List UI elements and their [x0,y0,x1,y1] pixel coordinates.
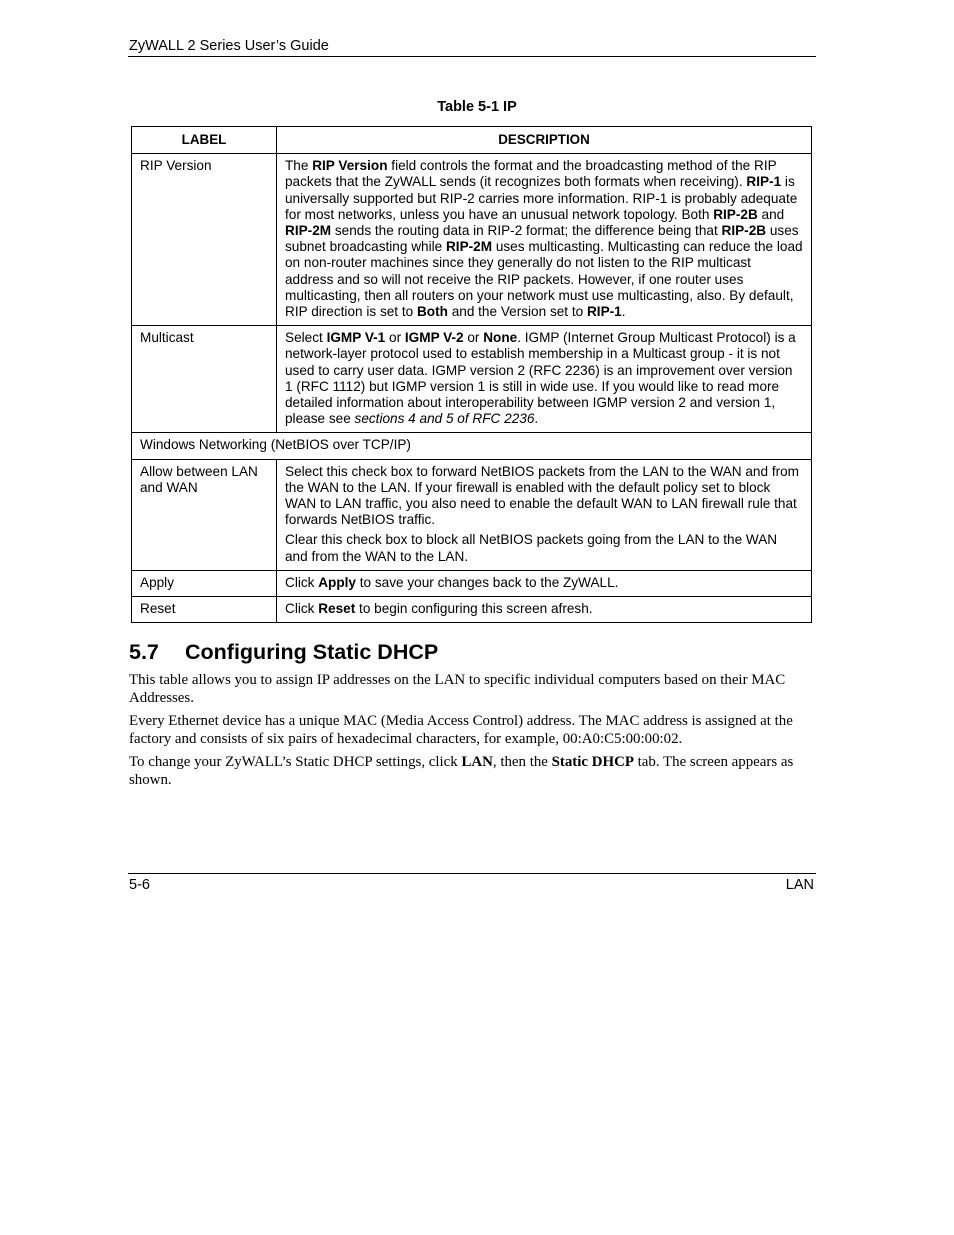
column-header-label: LABEL [132,127,277,154]
body-bold: LAN [461,754,493,770]
table-row [132,326,812,433]
description-bold: RIP-2B [721,223,767,239]
table-row [132,570,812,596]
section-heading [129,640,438,665]
description-bold: RIP Version [312,158,388,174]
description-bold: Apply [318,574,356,590]
description-paragraph: Select this check box to forward NetBIOS packets from the LAN to the WAN and from the WAN to the LAN. If your firewall is enabled with the default policy set to block WAN to LAN traffic, you also need to enable the default WAN to LAN firewall rule that forwards NetBIOS traffic. [285,463,800,528]
table-caption: Table 5-1 IP [437,99,517,115]
page-number: 5-6 [129,877,150,893]
ip-table [131,126,812,623]
table-cell-description [277,597,812,623]
table-header-row [132,127,812,154]
table-section-row-label: Windows Networking (NetBIOS over TCP/IP) [132,433,812,459]
table-cell-label: RIP Version [132,154,277,326]
section-body [129,671,819,794]
table-cell-label: Reset [132,597,277,623]
description-italic: sections 4 and 5 of RFC 2236 [354,411,535,427]
table-cell-description [277,326,812,433]
table-row [132,154,812,326]
body-paragraph: To change your ZyWALL’s Static DHCP settings, click LAN, then the Static DHCP tab. The screen appears as shown. [129,754,794,788]
table-cell-description [277,459,812,570]
footer-rule [128,873,816,874]
description-bold: RIP-1 [746,174,782,190]
description-bold: None [483,330,518,346]
description-paragraph: The RIP Version field controls the format and the broadcasting method of the RIP packets that the ZyWALL sends (it recognizes both formats when receiving). RIP-1 is universally supported but RIP-2 carries more information. RIP-1 is probably adequate for most networks, unless you have an unusual network topology. Both RIP-2B and RIP-2M sends the routing data in RIP-2 format; the difference being that RIP-2B uses subnet broadcasting while RIP-2M uses multicasting. Multicasting can reduce the load on non-router machines since they generally do not listen to the RIP multicast address and so will not receive the RIP packets. However, if one router uses multicasting, then all routers on your network must use multicasting, also. By default, RIP direction is set to Both and the Version set to RIP-1. [285,158,803,320]
section-number: 5.7 [129,640,159,664]
table-cell-description [277,570,812,596]
description-paragraph: Click Apply to save your changes back to the ZyWALL. [285,574,619,590]
description-bold: RIP-2B [713,206,758,222]
column-header-description: DESCRIPTION [277,127,812,154]
description-bold: Reset [318,601,356,617]
table-row [132,433,812,459]
table-cell-description [277,154,812,326]
description-bold: Both [416,304,448,320]
description-paragraph: Click Reset to begin configuring this screen afresh. [285,601,593,617]
page-header-title: ZyWALL 2 Series User’s Guide [129,38,329,54]
header-rule [128,56,816,57]
description-paragraph: Clear this check box to block all NetBIOS packets going from the LAN to the WAN and from the WAN to the LAN. [285,532,778,564]
body-paragraph: This table allows you to assign IP addresses on the LAN to specific individual computers based on their MAC Addresses. [129,672,786,706]
body-bold: Static DHCP [551,754,634,770]
table-cell-label: Multicast [132,326,277,433]
table-row [132,459,812,570]
body-paragraph: Every Ethernet device has a unique MAC (Media Access Control) address. The MAC address is assigned at the factory and consists of six pairs of hexadecimal characters, for example, 00:A0:C5:00:00:02. [129,713,793,747]
table-row [132,597,812,623]
description-bold: RIP-2M [445,239,493,255]
chapter-name: LAN [785,877,814,893]
table-cell-label: Apply [132,570,277,596]
table-body [132,154,812,623]
description-bold: RIP-2M [285,223,332,239]
table-cell-label: Allow between LAN and WAN [132,459,277,570]
description-paragraph: Select IGMP V-1 or IGMP V-2 or None. IGMP (Internet Group Multicast Protocol) is a network-layer protocol used to establish membership in a Multicast group - it is not used to carry user data. IGMP version 2 (RFC 2236) is an improvement over version 1 (RFC 1112) but IGMP version 1 is still in wide use. If you would like to read more detailed information about interoperability between IGMP version 2 and version 1, please see sections 4 and 5 of RFC 2236. [285,330,796,427]
description-bold: IGMP V-1 [326,330,386,346]
section-title: Configuring Static DHCP [185,640,439,664]
description-bold: IGMP V-2 [404,330,464,346]
description-bold: RIP-1 [586,304,622,320]
